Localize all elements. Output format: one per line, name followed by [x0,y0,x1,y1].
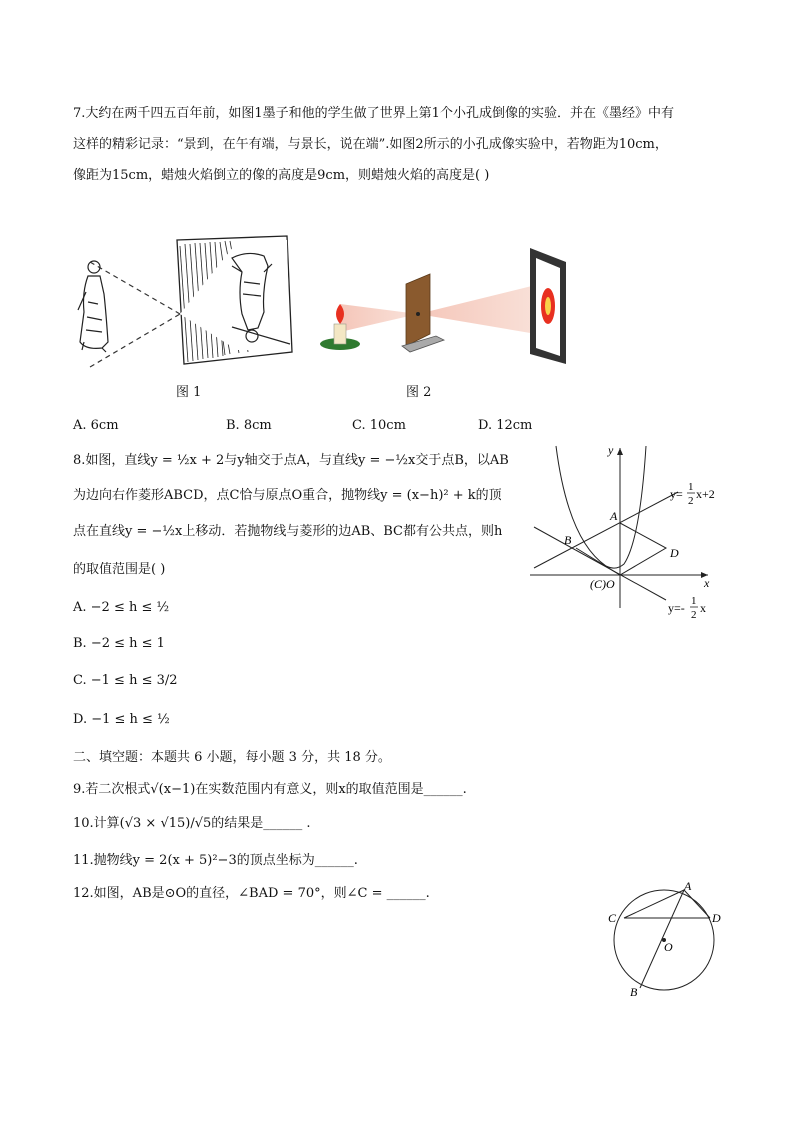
point-b-label: B [630,985,638,999]
q12-text: 12.如图，AB是⊙O的直径，∠BAD = 70°，则∠C = ______. [73,886,430,901]
diameter-ab [640,890,684,988]
q8-line2: 为边向右作菱形ABCD，点C恰与原点O重合，抛物线y = (x−h)² + k的顶 [73,488,502,503]
figure-1-pinhole-mozi [72,232,302,372]
q8-line1: 8.如图，直线y = ½x + 2与y轴交于点A，与直线y = −½x交于点B，以AB [73,453,509,468]
q8-option-c: C. −1 ≤ h ≤ 3/2 [73,673,178,688]
figure-2-candle-pinhole [318,244,570,368]
x-axis-label: x [704,576,710,590]
q7-line2: 这样的精彩记录：“景到，在午有端，与景长，说在端”.如图2所示的小孔成像实验中，若物距为10cm， [73,137,668,152]
q9-text: 9.若二次根式√(x−1)在实数范围内有意义，则x的取值范围是______. [73,782,467,797]
q7-option-b: B. 8cm [226,418,272,433]
candle [334,324,346,344]
q7-line1: 7.大约在两千四五百年前，如图1墨子和他的学生做了世界上第1个小孔成倒像的实验．并在《墨经》中有 [73,106,674,121]
q11-text: 11.抛物线y = 2(x + 5)²−3的顶点坐标为______. [73,853,358,868]
chord-ca [624,890,684,918]
point-a-label: A [610,509,618,523]
point-d-label: D [670,546,679,560]
q7-line3: 像距为15cm，蜡烛火焰倒立的像的高度是9cm，则蜡烛火焰的高度是( ) [73,168,490,183]
q7-option-c: C. 10cm [352,418,406,433]
svg-text:1: 1 [691,595,697,607]
point-b-label: B [564,533,572,547]
chord-ad [684,890,710,918]
svg-text:x+2: x+2 [696,487,715,501]
q7-option-a: A. 6cm [73,418,119,433]
point-c-label: C [608,911,617,925]
point-d-label: D [712,911,721,925]
q8-line4: 的取值范围是( ) [73,562,166,577]
q10-text: 10.计算(√3 × √15)/√5的结果是______ . [73,816,311,831]
q8-option-a: A. −2 ≤ h ≤ ½ [73,600,170,615]
point-a-label: A [684,879,692,893]
svg-text:x: x [700,601,706,615]
line1-equation-label [670,481,715,507]
line2-equation-label [668,595,706,621]
pinhole-board [406,274,430,346]
q8-line3: 点在直线y = −½x上移动．若抛物线与菱形的边AB、BC都有公共点，则h [73,524,503,539]
person-figure [78,261,108,352]
q8-option-d: D. −1 ≤ h ≤ ½ [73,712,170,727]
figure-2-caption: 图 2 [406,385,432,400]
rhombus-abcd [576,523,666,575]
q8-option-b: B. −2 ≤ h ≤ 1 [73,636,165,651]
svg-text:2: 2 [688,495,694,507]
figure-1-caption: 图 1 [176,385,202,400]
y-axis-label: y [608,443,614,457]
q8-coordinate-graph [528,440,728,630]
point-o-label: O [664,940,673,954]
svg-text:1: 1 [688,481,694,493]
line-half-x-plus-2 [534,492,678,568]
svg-text:y=-: y=- [668,601,685,615]
svg-text:2: 2 [691,609,697,621]
point-co-label: (C)O [590,577,615,591]
svg-text:y=: y= [670,487,683,501]
section-2-heading: 二、填空题：本题共 6 小题，每小题 3 分，共 18 分。 [73,750,391,765]
q12-circle-figure [600,878,730,1003]
q7-option-d: D. 12cm [478,418,533,433]
